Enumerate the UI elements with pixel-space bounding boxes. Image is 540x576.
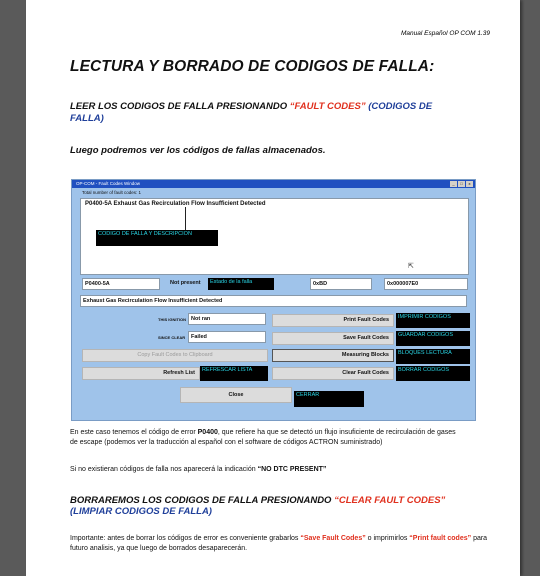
note-text-c: o imprimirlos bbox=[365, 535, 410, 542]
note-text-e: para futuro analisis, ya que luego de borrados desaparecerán. bbox=[70, 535, 488, 552]
code-id-field: 0xBD bbox=[310, 278, 372, 290]
save-fault-codes-button[interactable]: Save Fault Codes bbox=[272, 332, 394, 345]
annotation-code-description: CODIGO DE FALLA Y DESCRIPCION bbox=[96, 230, 218, 246]
page-title: LECTURA Y BORRADO DE CODIGOS DE FALLA: bbox=[70, 58, 435, 75]
annotation-refresh: REFRESCAR LISTA bbox=[200, 366, 268, 381]
manual-note: Manual Español OP COM 1.39 bbox=[401, 30, 490, 37]
subheading: Luego podremos ver los códigos de fallas almacenados. bbox=[70, 145, 326, 156]
since-clear-field: Failed bbox=[188, 331, 266, 343]
clear-heading-translation: (LIMPIAR CODIGOS DE FALLA) bbox=[70, 506, 212, 517]
since-clear-label: SINCE CLEAR bbox=[158, 335, 186, 340]
clear-heading bbox=[70, 495, 490, 517]
this-ignition-label: THIS IGNITION bbox=[158, 317, 186, 322]
fault-code-field: P0400-5A bbox=[82, 278, 160, 290]
fault-code-entry[interactable]: P0400-5A Exhaust Gas Recirculation Flow Insufficient Detected bbox=[85, 201, 266, 207]
read-heading-fault-codes: “FAULT CODES” bbox=[289, 101, 366, 112]
description-field: Exhaust Gas Recirculation Flow Insufficient Detected bbox=[80, 295, 467, 307]
paragraph-no-dtc bbox=[70, 465, 470, 475]
annotation-save: GUARDAR CODIGOS bbox=[396, 331, 470, 346]
copy-to-clipboard-button[interactable]: Copy Fault Codes to Clipboard bbox=[82, 349, 268, 362]
clear-fault-codes-button[interactable]: Clear Fault Codes bbox=[272, 367, 394, 380]
note-save-codes: “Save Fault Codes” bbox=[300, 535, 366, 542]
maximize-icon[interactable]: □ bbox=[458, 181, 465, 187]
para1-text-c: , que refiere ha que se detectó un flujo insuficiente de recirculación de gases de escape (podemos ver la traducción al español con el software de códigos ACTRON suministrado) bbox=[70, 429, 456, 446]
paragraph-error-code bbox=[70, 428, 460, 448]
fault-codes-window bbox=[71, 179, 476, 421]
annotation-close: CERRAR bbox=[294, 391, 364, 407]
para2-text: Si no existieran códigos de falla nos aparecerá la indicación bbox=[70, 466, 258, 473]
total-fault-codes-label: Total number of fault codes: 1 bbox=[82, 190, 142, 195]
clear-heading-text: BORRAREMOS LOS CODIGOS DE FALLA PRESIONANDO bbox=[70, 495, 335, 506]
minimize-icon[interactable]: _ bbox=[450, 181, 457, 187]
annotation-measuring: BLOQUES LECTURA bbox=[396, 349, 470, 364]
window-title: OP-COM - Fault Codes Window bbox=[76, 181, 141, 186]
refresh-list-button[interactable]: Refresh List bbox=[82, 367, 200, 380]
window-titlebar bbox=[72, 180, 475, 188]
annotation-print: IMPRIMIR CODIGOS bbox=[396, 313, 470, 328]
status-field: Not present bbox=[170, 280, 201, 286]
para1-text-a: En este caso tenemos el código de error bbox=[70, 429, 198, 436]
read-heading bbox=[70, 101, 450, 125]
print-fault-codes-button[interactable]: Print Fault Codes bbox=[272, 314, 394, 327]
close-icon[interactable]: x bbox=[466, 181, 473, 187]
annotation-status: Estado de la falla bbox=[208, 278, 274, 290]
para1-code: P0400 bbox=[197, 429, 218, 436]
mouse-cursor-icon: ⇱ bbox=[408, 263, 414, 270]
read-heading-translation: (CODIGOS DE FALLA) bbox=[70, 101, 433, 124]
address-field: 0x000007E0 bbox=[384, 278, 468, 290]
para2-no-dtc: “NO DTC PRESENT” bbox=[257, 466, 327, 473]
this-ignition-field: Not ran bbox=[188, 313, 266, 325]
note-text-a: Importante: antes de borrar los códigos de error es conveniente grabarlos bbox=[70, 535, 301, 542]
annotation-clear: BORRAR CODIGOS bbox=[396, 366, 470, 381]
measuring-blocks-button[interactable]: Measuring Blocks bbox=[272, 349, 394, 362]
read-heading-text: LEER LOS CODIGOS DE FALLA PRESIONANDO bbox=[70, 101, 290, 112]
clear-heading-clear-codes: “CLEAR FAULT CODES” bbox=[334, 495, 446, 506]
document-page bbox=[26, 0, 520, 576]
important-note bbox=[70, 534, 490, 554]
note-print-codes: “Print fault codes” bbox=[409, 535, 472, 542]
close-button[interactable]: Close bbox=[180, 387, 292, 403]
